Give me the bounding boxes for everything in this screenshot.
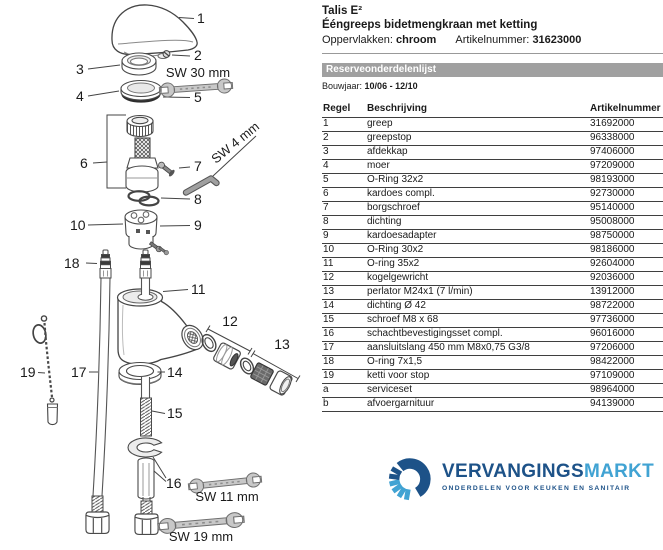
part-label-10: 10 <box>70 217 86 233</box>
part-label-17: 17 <box>71 364 87 380</box>
surface-value: chroom <box>396 33 437 46</box>
sw30-label: SW 30 mm <box>165 65 231 80</box>
bouwjaar-label: Bouwjaar: <box>322 80 363 91</box>
bouwjaar-value: 10/06 - 12/10 <box>364 80 418 91</box>
threaded-rod-drawing <box>141 377 152 436</box>
part-label-7: 7 <box>194 158 202 174</box>
table-row: a serviceset 98964000 <box>322 383 663 397</box>
part-label-5: 5 <box>194 89 202 105</box>
parts-table <box>322 103 663 412</box>
product-meta <box>322 34 663 46</box>
nut-oring-drawing <box>121 81 161 101</box>
table-row: 17 aansluitslang 450 mm M8x0,75 G3/8 97206000 <box>322 341 663 355</box>
table-row: 6 kardoes compl. 92730000 <box>322 187 663 201</box>
surface-label: Oppervlakken: <box>322 33 393 46</box>
product-title: Talis E² <box>322 5 363 17</box>
product-subtitle: Ééngreeps bidetmengkraan met ketting <box>322 18 538 31</box>
table-row: 3 afdekkap 97406000 <box>322 145 663 159</box>
table-header-row <box>322 103 663 118</box>
part-label-11: 11 <box>191 281 206 297</box>
article-number: 31623000 <box>532 33 582 46</box>
part-label-3: 3 <box>76 61 84 77</box>
sw11-label: SW 11 mm <box>195 489 259 504</box>
part-label-15: 15 <box>167 405 183 421</box>
section-title: Reserveonderdelenlijst <box>322 63 663 77</box>
part-label-14: 14 <box>167 364 183 380</box>
small-screws-drawing <box>149 241 170 256</box>
logo-text <box>442 462 654 492</box>
fixing-set-drawing <box>128 438 162 499</box>
table-row: b afvoergarnituur 94139000 <box>322 397 663 411</box>
part-label-2: 2 <box>194 47 202 63</box>
article-label: Artikelnummer: <box>455 33 530 46</box>
cartridge-drawing <box>126 116 158 193</box>
table-row: 18 O-ring 7x1,5 98422000 <box>322 355 663 369</box>
table-row: 10 O-Ring 30x2 98186000 <box>322 243 663 257</box>
column-header-beschrijving: Beschrijving <box>366 103 589 118</box>
faucet-body-drawing <box>118 250 208 364</box>
table-row: 14 dichting Ø 42 98722000 <box>322 299 663 313</box>
exploded-diagram <box>0 0 330 550</box>
part-label-13: 13 <box>274 336 290 352</box>
part-label-8: 8 <box>194 191 202 207</box>
table-row: 8 dichting 95008000 <box>322 215 663 229</box>
part-label-19: 19 <box>20 364 36 380</box>
seals-drawing <box>129 191 159 205</box>
base-seal-drawing <box>119 363 161 385</box>
logo-icon <box>387 453 435 505</box>
brand-name-primary: VERVANGINGS <box>442 461 584 482</box>
vervangingsmarkt-logo <box>387 453 654 505</box>
table-row: 2 greepstop 96338000 <box>322 131 663 145</box>
sw4-label: SW 4 mm <box>208 118 263 167</box>
table-row: 5 O-Ring 32x2 98193000 <box>322 173 663 187</box>
table-row: 1 greep 31692000 <box>322 117 663 131</box>
part-label-4: 4 <box>76 88 84 104</box>
part-label-18: 18 <box>64 255 80 271</box>
part-label-9: 9 <box>194 217 202 233</box>
divider <box>322 53 663 54</box>
table-row: 4 moer 97209000 <box>322 159 663 173</box>
table-row: 12 kogelgewricht 92036000 <box>322 271 663 285</box>
column-header-regel: Regel <box>322 103 366 118</box>
handle-drawing <box>112 5 197 59</box>
sw19-label: SW 19 mm <box>168 529 234 544</box>
table-row: 9 kardoesadapter 98750000 <box>322 229 663 243</box>
table-row: 7 borgschroef 95140000 <box>322 201 663 215</box>
table-row: 19 ketti voor stop 97109000 <box>322 369 663 383</box>
brand-name <box>442 462 654 481</box>
table-row: 13 perlator M24x1 (7 l/min) 13912000 <box>322 285 663 299</box>
cover-cap-drawing <box>122 53 156 75</box>
table-row: 15 schroef M8 x 68 97736000 <box>322 313 663 327</box>
table-row: 16 schachtbevestigingsset compl. 96016000 <box>322 327 663 341</box>
table-row: 11 O-ring 35x2 92604000 <box>322 257 663 271</box>
hose-right-end-drawing <box>135 497 158 534</box>
brand-name-secondary: MARKT <box>583 461 655 482</box>
grub-screw-drawing <box>163 51 170 58</box>
bouwjaar <box>322 81 663 91</box>
info-column <box>322 5 663 412</box>
part-label-16: 16 <box>166 475 182 491</box>
part-label-1: 1 <box>197 10 205 26</box>
part-label-12: 12 <box>222 313 238 329</box>
brand-tagline: ONDERDELEN VOOR KEUKEN EN SANITAIR <box>442 485 631 492</box>
locking-screw-drawing <box>157 160 176 177</box>
column-header-artikelnummer: Artikelnummer <box>589 103 663 118</box>
part-label-6: 6 <box>80 155 88 171</box>
hose-left-drawing <box>86 250 111 533</box>
